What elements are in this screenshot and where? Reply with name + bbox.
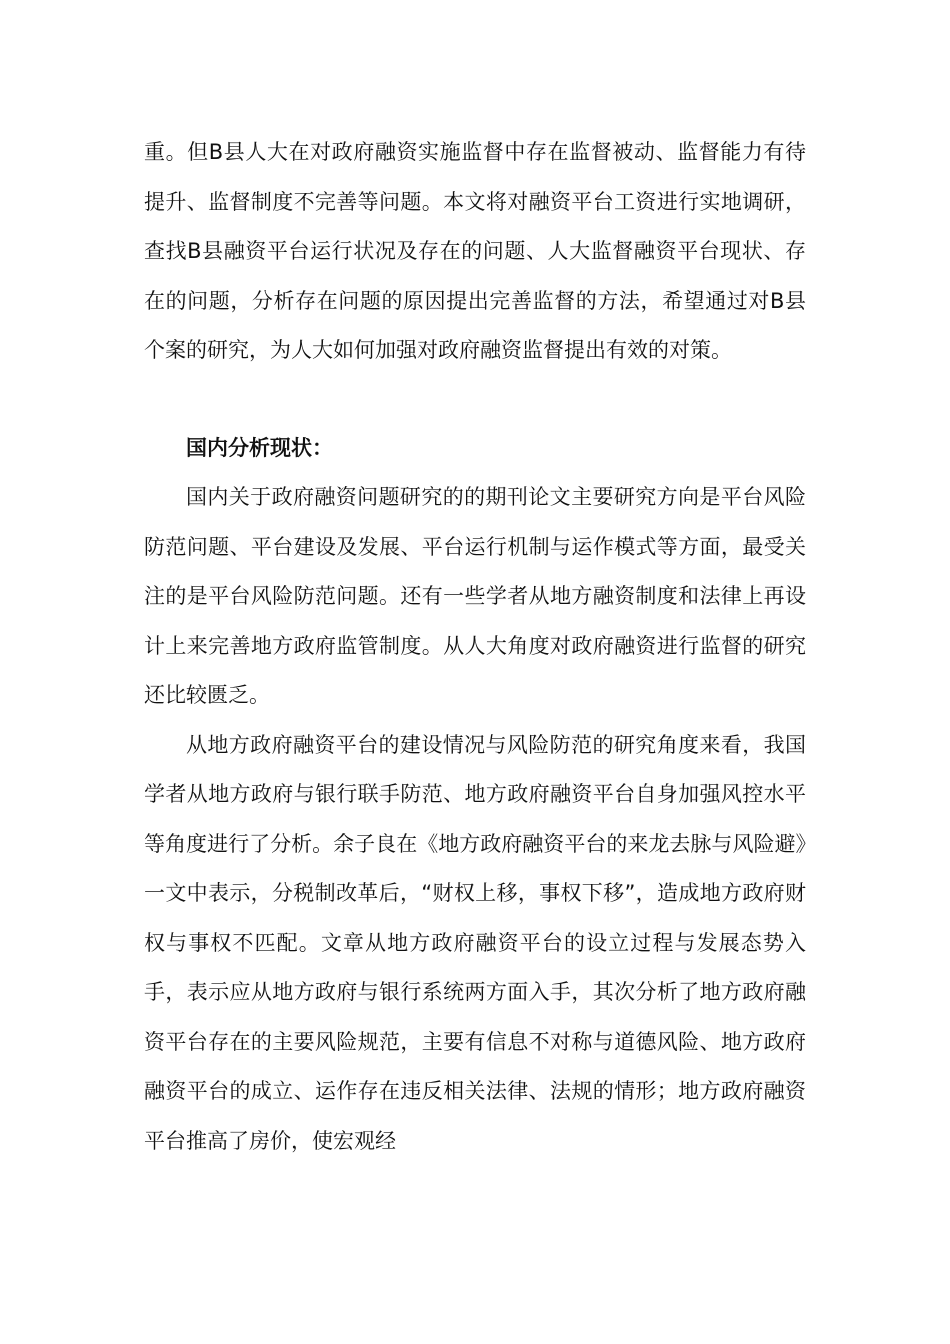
paragraph-spacer	[144, 376, 806, 424]
paragraph-platform-risk: 从地方政府融资平台的建设情况与风险防范的研究角度来看，我国学者从地方政府与银行联手防范、地方政府融资平台自身加强风控水平等角度进行了分析。余子良在《地方政府融资平台的来龙去脉与风险避》一文中表示，分税制改革后，“财权上移，事权下移”，造成地方政府财权与事权不匹配。文章从地方政府融资平台的设立过程与发展态势入手，表示应从地方政府与银行系统两方面入手，其次分析了地方政府融资平台存在的主要风险规范，主要有信息不对称与道德风险、地方政府融资平台的成立、运作存在违反相关法律、法规的情形；地方政府融资平台推高了房价，使宏观经	[144, 732, 806, 1153]
paragraph-continuation: 重。但B县人大在对政府融资实施监督中存在监督被动、监督能力有待提升、监督制度不完善等问题。本文将对融资平台工资进行实地调研，查找B县融资平台运行状况及存在的问题、人大监督融资平台现状、存在的问题，分析存在问题的原因提出完善监督的方法，希望通过对B县个案的研究，为人大如何加强对政府融资监督提出有效的对策。	[144, 140, 806, 362]
paragraph-domestic-research: 国内关于政府融资问题研究的的期刊论文主要研究方向是平台风险防范问题、平台建设及发展、平台运行机制与运作模式等方面，最受关注的是平台风险防范问题。还有一些学者从地方融资制度和法律上再设计上来完善地方政府监管制度。从人大角度对政府融资进行监督的研究还比较匮乏。	[144, 485, 806, 707]
document-body	[144, 128, 806, 1166]
section-heading: 国内分析现状：	[186, 435, 333, 460]
